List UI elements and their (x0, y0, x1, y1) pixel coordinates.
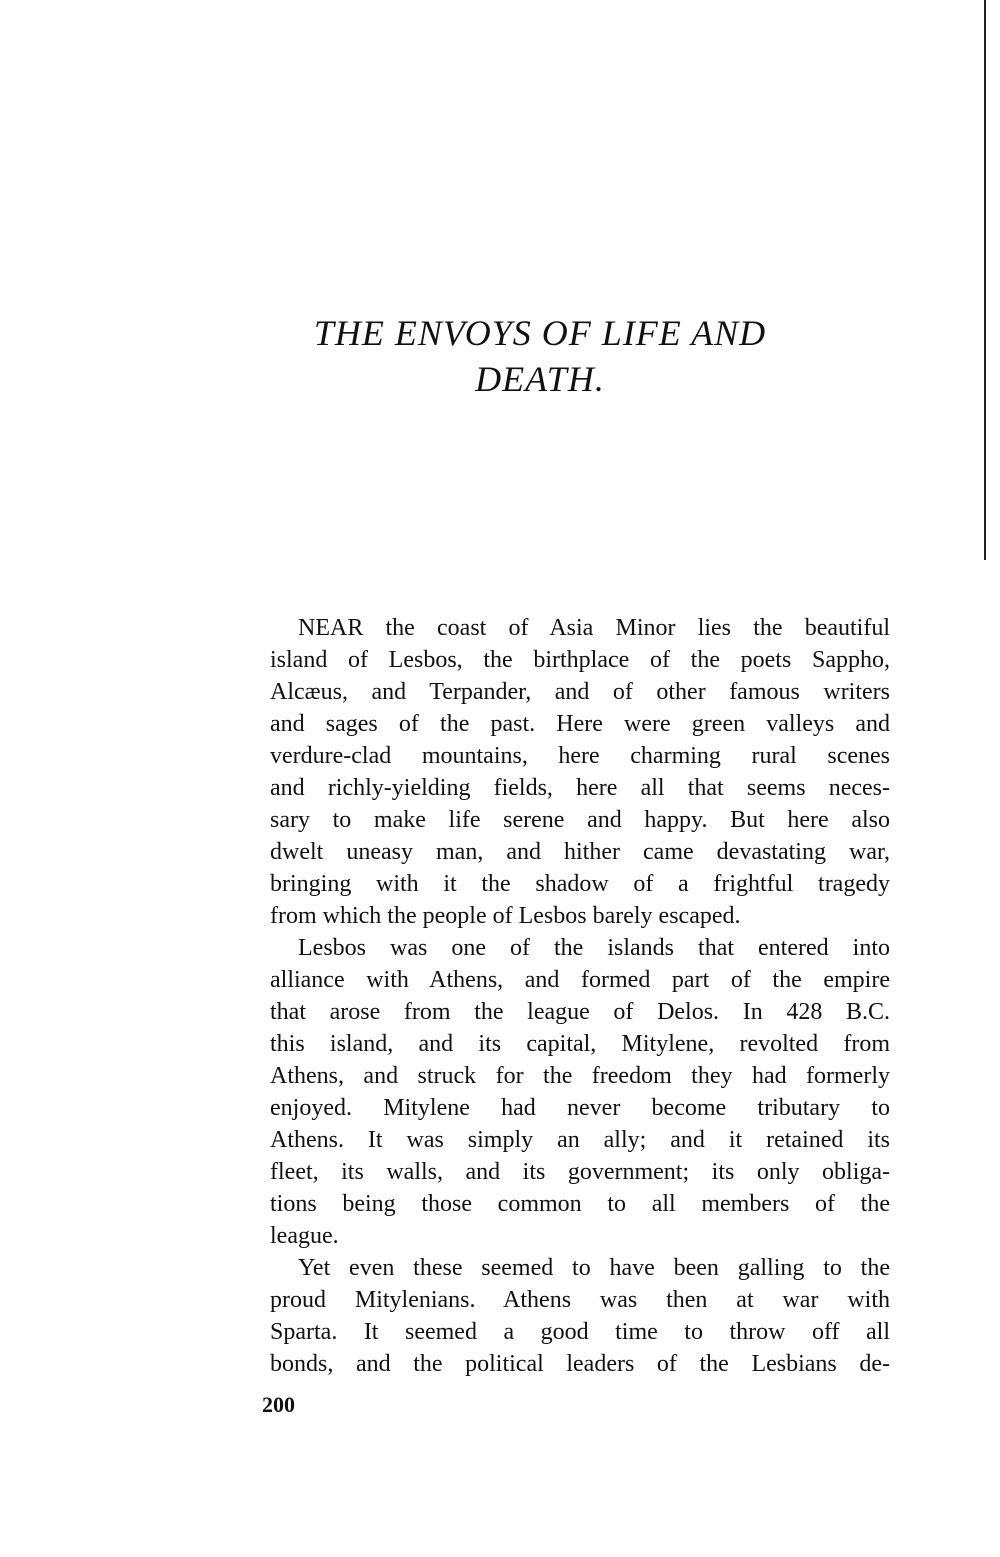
text-line: fleet, its walls, and its government; its only obliga- (270, 1159, 890, 1185)
text-line: verdure-clad mountains, here charming rural scenes (270, 743, 890, 769)
text-line: bonds, and the political leaders of the Lesbians de- (270, 1351, 890, 1377)
page-number: 200 (262, 1392, 295, 1417)
text-line: alliance with Athens, and formed part of the empire (270, 967, 890, 993)
text-line: and sages of the past. Here were green valleys and (270, 711, 890, 737)
text-line: sary to make life serene and happy. But here also (270, 807, 890, 833)
text-line: league. (270, 1223, 339, 1249)
page-edge-line (984, 0, 986, 560)
text-line: Athens, and struck for the freedom they had formerly (270, 1063, 890, 1089)
text-line: proud Mitylenians. Athens was then at war with (270, 1287, 890, 1313)
text-line: this island, and its capital, Mitylene, revolted from (270, 1031, 890, 1057)
text-line: Lesbos was one of the islands that entered into (298, 935, 890, 961)
text-line: island of Lesbos, the birthplace of the poets Sappho, (270, 647, 890, 673)
body-text (270, 612, 890, 1380)
text-line: Sparta. It seemed a good time to throw off all (270, 1319, 890, 1345)
text-line: bringing with it the shadow of a frightful tragedy (270, 871, 890, 897)
text-line: tions being those common to all members of the (270, 1191, 890, 1217)
text-line: dwelt uneasy man, and hither came devastating war, (270, 839, 890, 865)
text-line: Yet even these seemed to have been galling to the (298, 1255, 890, 1281)
text-line: enjoyed. Mitylene had never become tributary to (270, 1095, 890, 1121)
text-line: NEAR the coast of Asia Minor lies the beautiful (298, 615, 890, 641)
text-line: and richly-yielding fields, here all that seems neces- (270, 775, 890, 801)
text-line: Alcæus, and Terpander, and of other famous writers (270, 679, 890, 705)
chapter-title-line-2: DEATH. (475, 359, 605, 399)
chapter-title-line-1: THE ENVOYS OF LIFE AND (313, 313, 767, 353)
text-line: Athens. It was simply an ally; and it retained its (270, 1127, 890, 1153)
text-line: that arose from the league of Delos. In 428 B.C. (270, 999, 890, 1025)
text-line: from which the people of Lesbos barely escaped. (270, 903, 741, 929)
